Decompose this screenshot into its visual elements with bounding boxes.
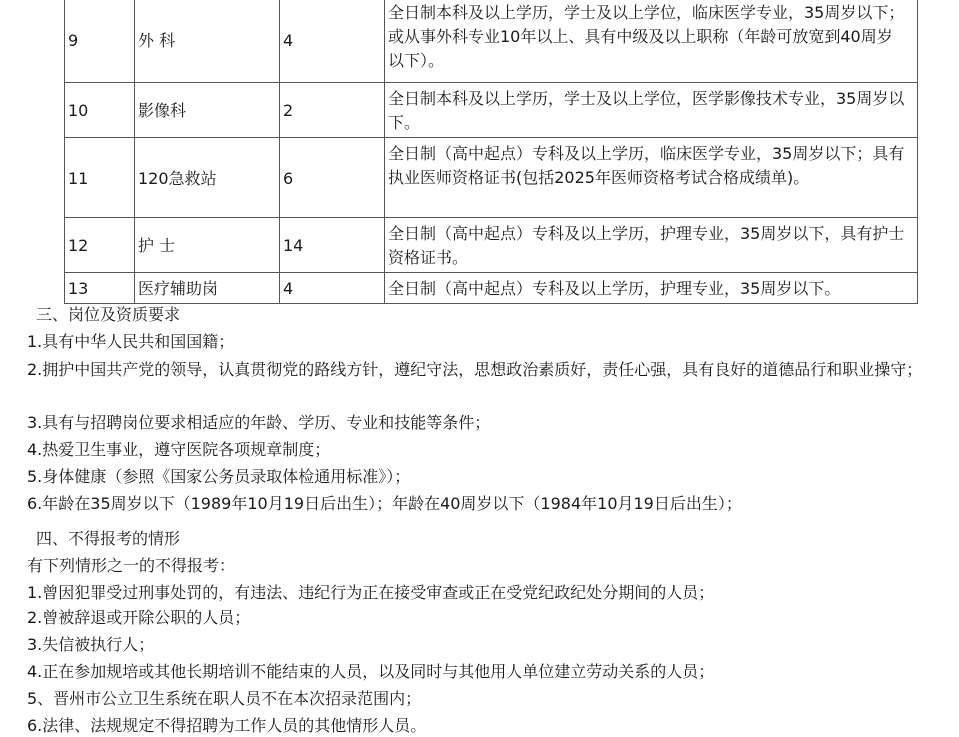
requirements-text: 全日制（高中起点）专科及以上学历，临床医学专业，35周岁以下；具有执业医师资格证书(包括2025年医师资格考试合格成绩单)。 bbox=[385, 138, 918, 218]
table-row bbox=[65, 83, 918, 138]
department-name: 120急救站 bbox=[135, 138, 280, 218]
section-3-item-4: 4.热爱卫生事业，遵守医院各项规章制度； bbox=[27, 440, 331, 459]
hiring-count: 4 bbox=[280, 0, 385, 83]
section-3-title: 三、岗位及资质要求 bbox=[36, 305, 181, 324]
requirements-text: 全日制（高中起点）专科及以上学历，护理专业，35周岁以下，具有护士资格证书。 bbox=[385, 218, 918, 273]
hiring-count: 14 bbox=[280, 218, 385, 273]
recruitment-table bbox=[64, 0, 918, 304]
table-row bbox=[65, 138, 918, 218]
section-3-item-2: 2.拥护中国共产党的领导，认真贯彻党的路线方针，遵纪守法，思想政治素质好，责任心强，具有良好的道德品行和职业操守； bbox=[27, 360, 923, 379]
section-4-intro: 有下列情形之一的不得报考： bbox=[27, 556, 236, 575]
row-number: 11 bbox=[65, 138, 135, 218]
department-name: 影像科 bbox=[135, 83, 280, 138]
section-4-item-6: 6.法律、法规规定不得招聘为工作人员的其他情形人员。 bbox=[27, 716, 427, 735]
row-number: 10 bbox=[65, 83, 135, 138]
hiring-count: 2 bbox=[280, 83, 385, 138]
row-number: 12 bbox=[65, 218, 135, 273]
department-name: 外 科 bbox=[135, 0, 280, 83]
hiring-count: 4 bbox=[280, 273, 385, 304]
section-4-item-3: 3.失信被执行人； bbox=[27, 635, 155, 654]
row-number: 13 bbox=[65, 273, 135, 304]
section-4-item-2: 2.曾被辞退或开除公职的人员； bbox=[27, 608, 251, 627]
section-4-title: 四、不得报考的情形 bbox=[36, 529, 181, 548]
requirements-text: 全日制（高中起点）专科及以上学历，护理专业，35周岁以下。 bbox=[385, 273, 918, 304]
section-3-item-5: 5.身体健康（参照《国家公务员录取体检通用标准》）； bbox=[27, 467, 411, 486]
row-number: 9 bbox=[65, 0, 135, 83]
section-3-item-1: 1.具有中华人民共和国国籍； bbox=[27, 332, 235, 351]
department-name: 医疗辅助岗 bbox=[135, 273, 280, 304]
section-4-item-1: 1.曾因犯罪受过刑事处罚的，有违法、违纪行为正在接受审查或正在受党纪政纪处分期间的人员； bbox=[27, 583, 715, 602]
table-row bbox=[65, 273, 918, 304]
section-3-item-6: 6.年龄在35周岁以下（1989年10月19日后出生）；年龄在40周岁以下（1984年10月19日后出生）； bbox=[27, 494, 742, 513]
section-4-item-4: 4.正在参加规培或其他长期培训不能结束的人员，以及同时与其他用人单位建立劳动关系的人员； bbox=[27, 662, 715, 681]
table-row bbox=[65, 218, 918, 273]
section-3-item-3: 3.具有与招聘岗位要求相适应的年龄、学历、专业和技能等条件； bbox=[27, 413, 491, 432]
hiring-count: 6 bbox=[280, 138, 385, 218]
requirements-text: 全日制本科及以上学历，学士及以上学位，临床医学专业，35周岁以下；或从事外科专业10年以上、具有中级及以上职称（年龄可放宽到40周岁以下）。 bbox=[385, 0, 918, 83]
requirements-text: 全日制本科及以上学历，学士及以上学位，医学影像技术专业，35周岁以下。 bbox=[385, 83, 918, 138]
department-name: 护 士 bbox=[135, 218, 280, 273]
table-row bbox=[65, 0, 918, 83]
section-4-item-5: 5、晋州市公立卫生系统在职人员不在本次招录范围内； bbox=[27, 689, 422, 708]
